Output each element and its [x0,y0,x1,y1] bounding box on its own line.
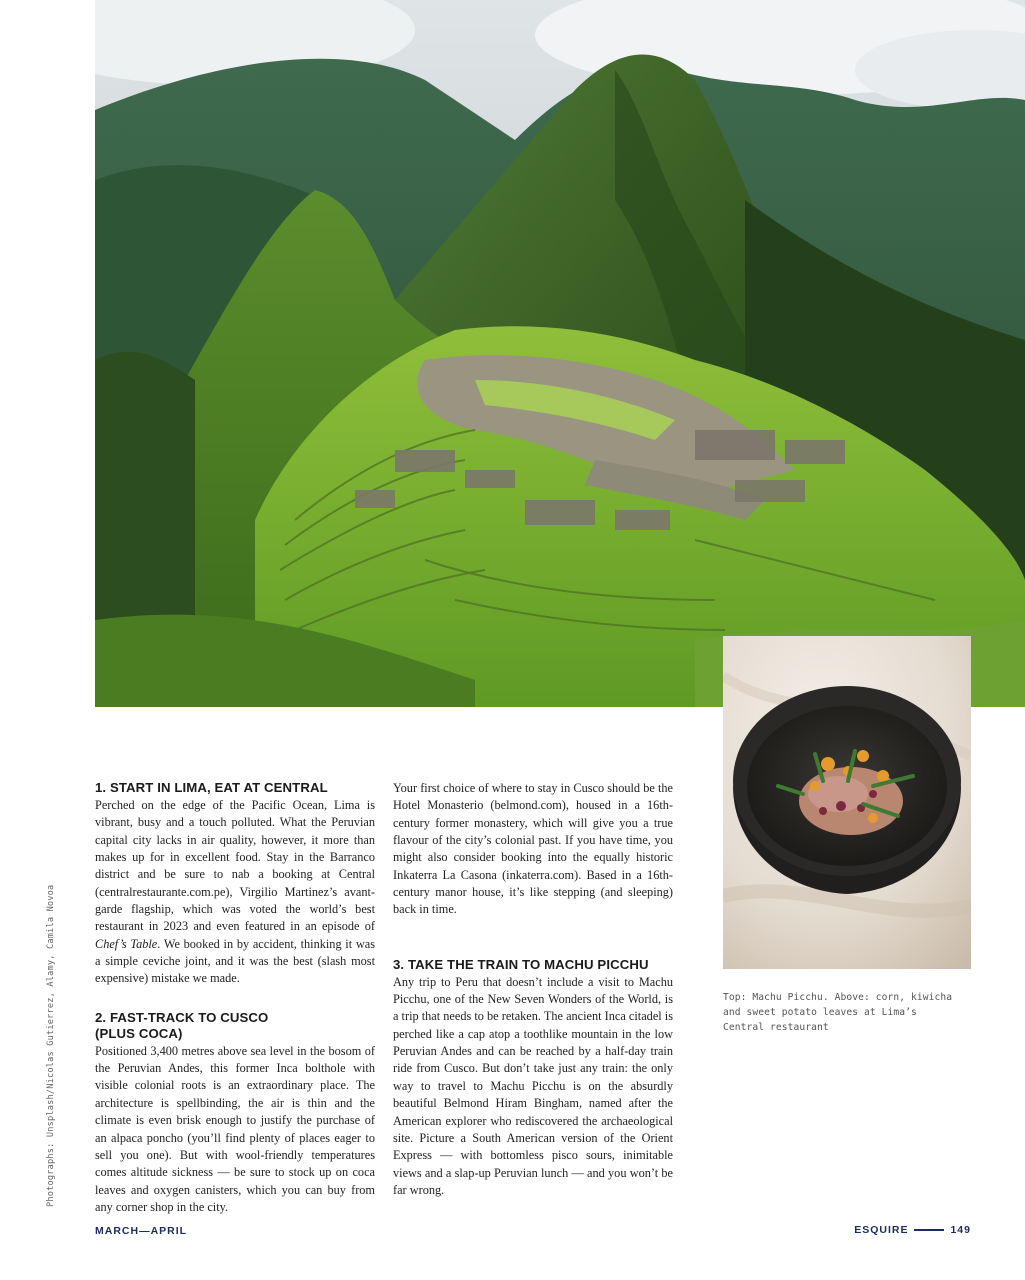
folio-rule [914,1229,944,1231]
section-2-heading: 2. FAST-TRACK TO CUSCO (PLUS COCA) [95,1009,269,1041]
section-2-body: Positioned 3,400 metres above sea level in the bosom of the Peruvian Andes, this former Inca bolthole with visible colonial roots is an extraordinary place. The architecture is spellbinding, the air is thin and the climate is even brisk enough to justify the purchase of an alpaca poncho (you’ll find plenty of places eager to sell you one). But with wool-friendly temperatures comes altitude sickness — be sure to stock up on coca leaves and oxygen canisters, which you can buy from any corner shop in the city. [95,1043,375,1214]
section-1-body-text-b: . We booked in by accident, thinking it was a simple ceviche joint, and it was the best (slash most expensive) mistake we made. [95,936,375,986]
issue-date: MARCH—APRIL [95,1225,188,1237]
machu-picchu-illustration [95,0,1025,707]
section-3-heading: 3. TAKE THE TRAIN TO MACHU PICCHU [393,956,649,972]
photo-caption: Top: Machu Picchu. Above: corn, kiwicha and sweet potato leaves at Lima’s Central restaurant [723,992,953,1033]
folio [854,1224,971,1236]
dish-illustration [723,636,971,969]
magazine-name: ESQUIRE [854,1224,909,1236]
section-1-heading: 1. START IN LIMA, EAT AT CENTRAL [95,780,328,795]
section-3-body: Any trip to Peru that doesn’t include a visit to Machu Picchu, one of the New Seven Wonders of the World, is a trip that needs to be retaken. The ancient Inca citadel is perched like a cap atop a toothlike mountain in the low Peruvian Andes and can be reached by a half-day train ride from Cusco. But don’t take just any train: the only way to travel to Machu Picchu is on the absurdly beautiful Belmond Hiram Bingham, named after the American explorer who rediscovered the archaeological site. Picture a South American version of the Orient Express — with bottomless pisco sours, inimitable views and a slap-up Peruvian lunch — and you won’t be far wrong. [393,974,673,1197]
show-title-italic: Chef’s Table [95,936,158,951]
section-1-body [95,797,375,988]
page-number: 149 [950,1224,971,1236]
article-column-1 [95,780,375,1216]
inset-photo-dish [723,636,971,969]
section-1-body-text-a: Perched on the edge of the Pacific Ocean, Lima is vibrant, busy and a touch polluted. What the Peruvian capital city lacks in air quality, however, it more than makes up for in excellent food. Stay in the Barranco district and be sure to nab a booking at Central (centralrestaurante.com.pe), Virgilio Martinez’s avant-garde flagship, which was voted the world’s best restaurant in 2023 and even featured in an episode of [95,798,375,934]
section-2-continuation: Your first choice of where to stay in Cusco should be the Hotel Monasterio (belmond.com), housed in a 16th-century former monastery, which will give you a true flavour of the city’s colonial past. If you have time, you might also consider booking into the equally historic Inkaterra La Casona (inkaterra.com). Based in a 16th-century manor house, it’s like stepping (and sleeping) back in time. [393,781,673,917]
hero-photo-machu-picchu [95,0,1025,707]
article-column-2 [393,780,673,1199]
photo-credit: Photographs: Unsplash/Nicolas Gutierrez, Alamy, Camila Novoa [46,884,56,1207]
